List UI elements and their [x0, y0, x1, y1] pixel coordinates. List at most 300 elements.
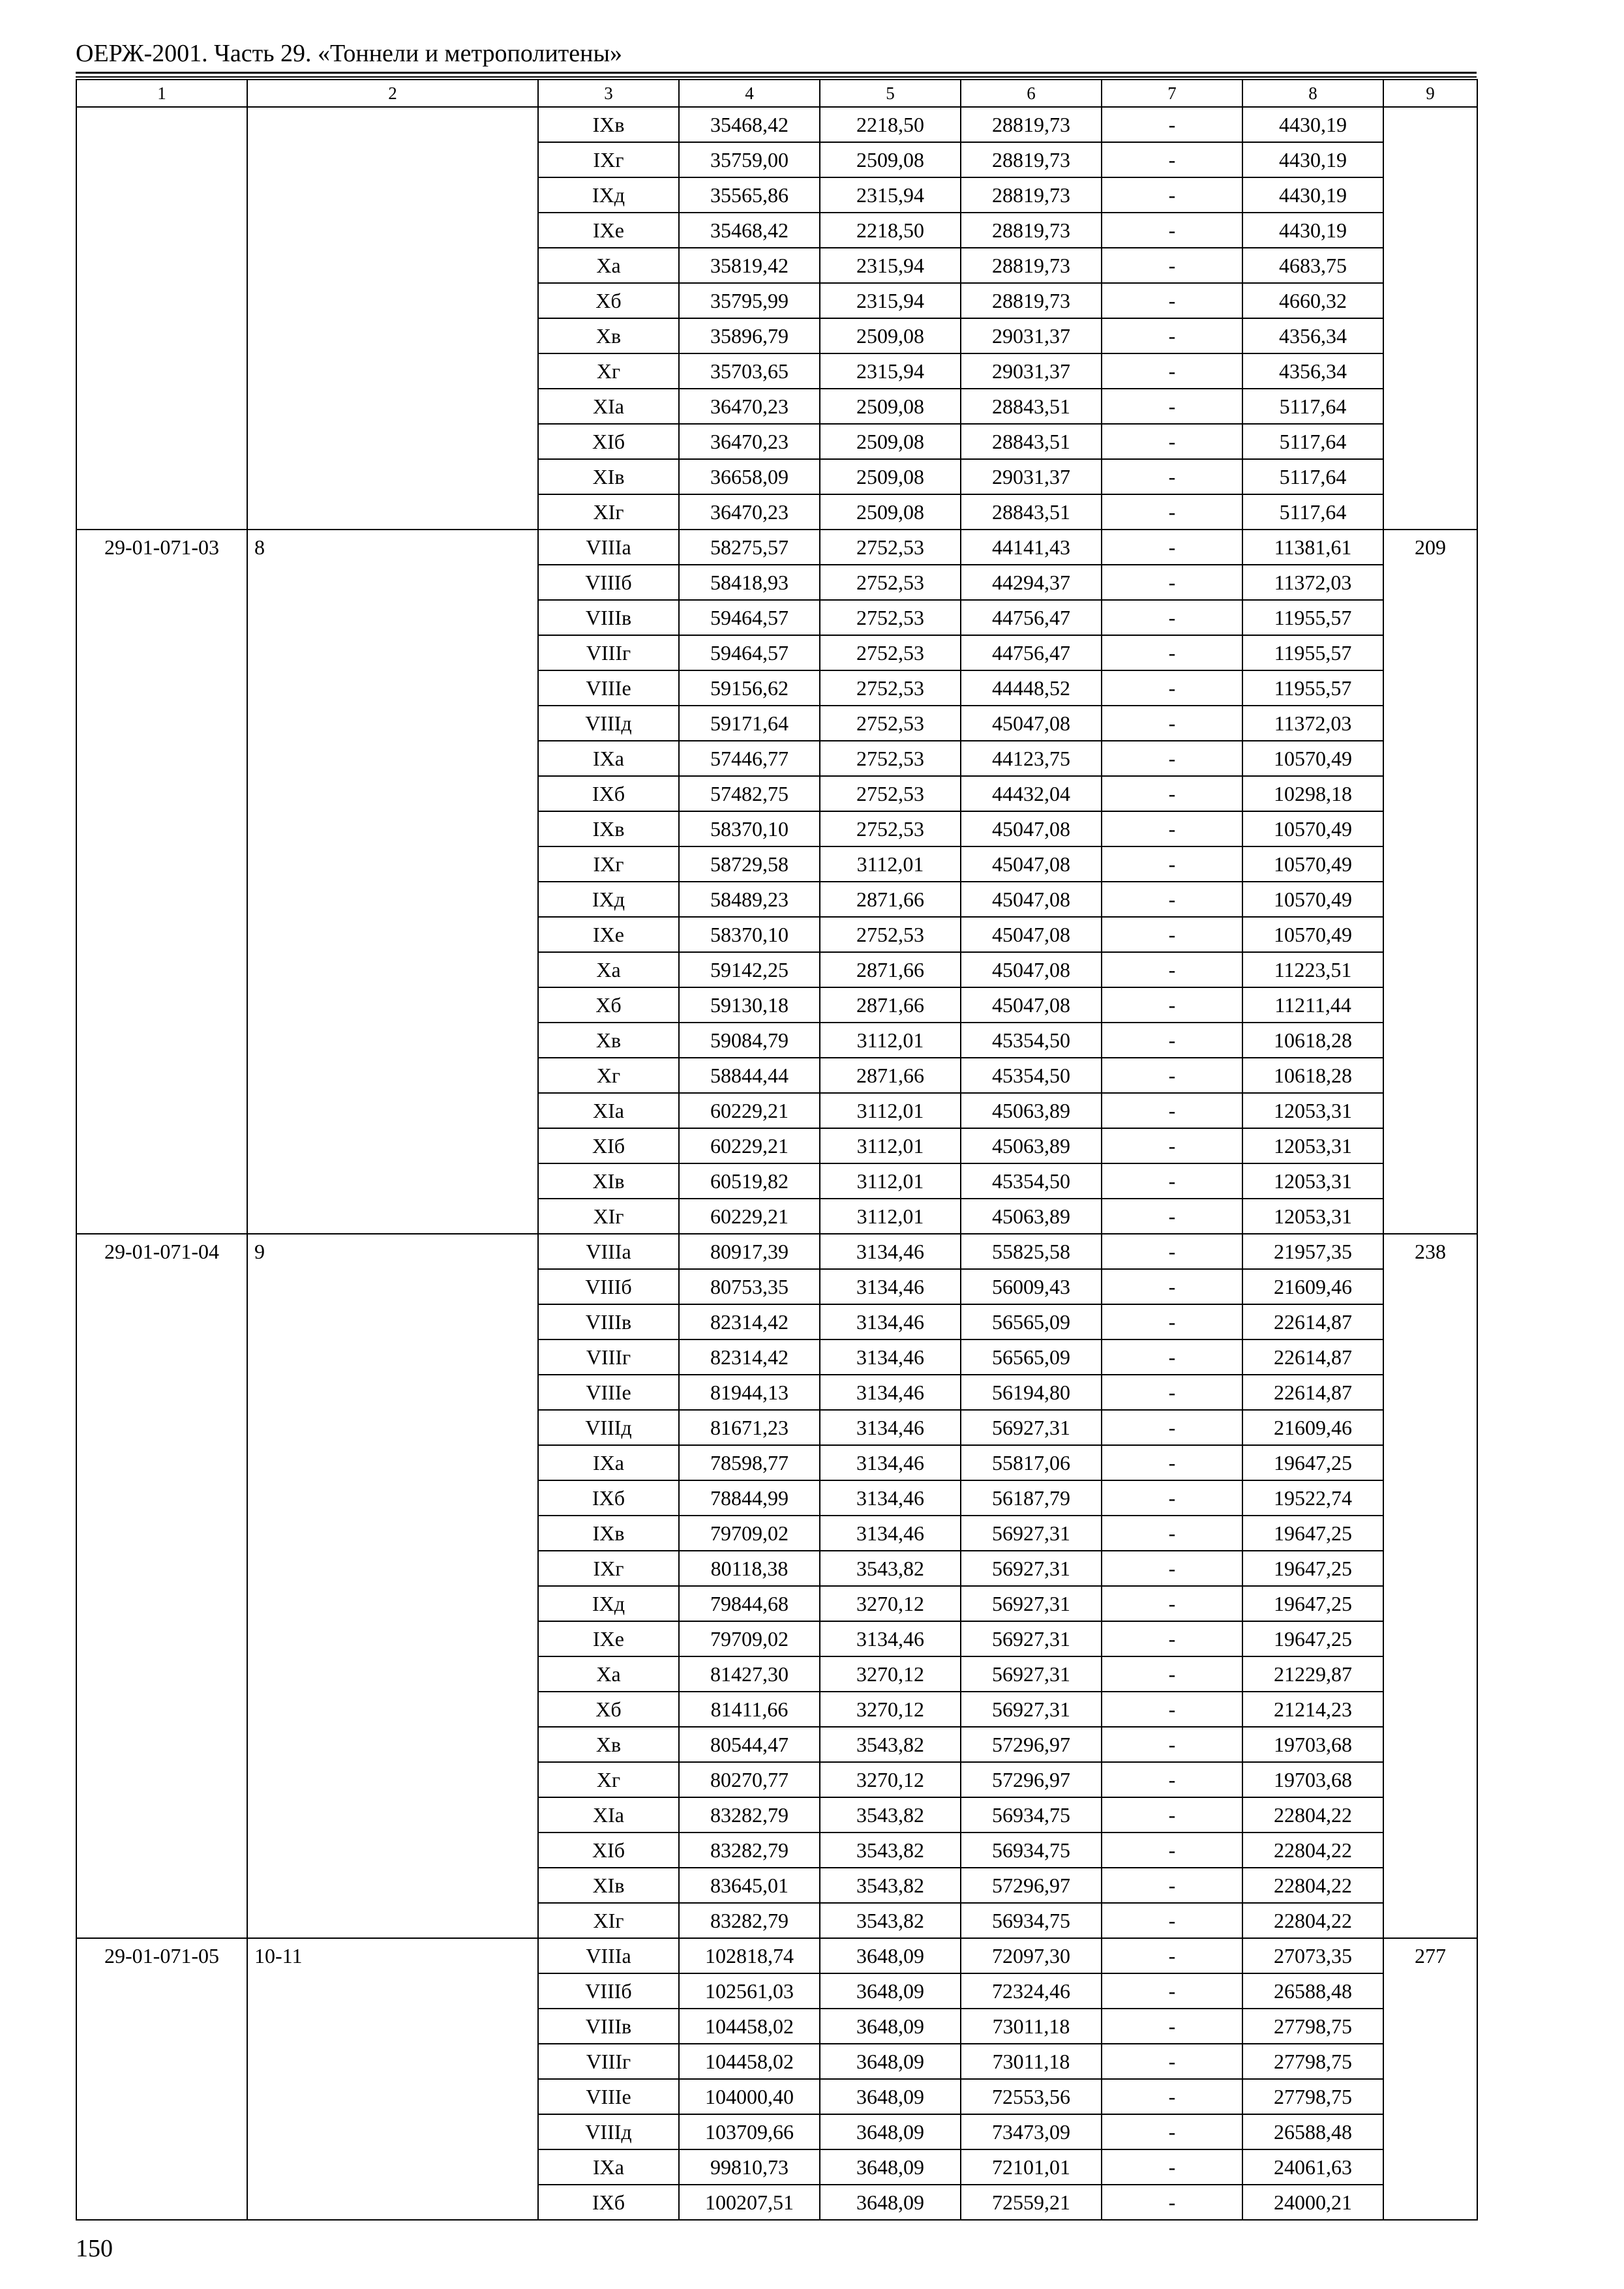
driver-wages-cell: - — [1102, 494, 1242, 530]
driver-wages-cell: - — [1102, 1692, 1242, 1727]
wages-cell: 2752,53 — [820, 670, 961, 706]
total-cost-cell: 36658,09 — [679, 459, 820, 494]
machine-cost-cell: 28819,73 — [961, 248, 1102, 283]
machine-cost-cell: 56565,09 — [961, 1339, 1102, 1375]
rock-category-cell: XIг — [538, 1199, 679, 1234]
driver-wages-cell: - — [1102, 2009, 1242, 2044]
wages-cell: 3112,01 — [820, 1128, 961, 1163]
rock-category-cell: IXд — [538, 882, 679, 917]
machine-cost-cell: 56934,75 — [961, 1903, 1102, 1938]
rock-category-cell: VIIIб — [538, 1269, 679, 1304]
wages-cell: 2509,08 — [820, 318, 961, 353]
materials-cell: 11955,57 — [1242, 670, 1383, 706]
total-cost-cell: 59130,18 — [679, 987, 820, 1023]
machine-cost-cell: 72553,56 — [961, 2079, 1102, 2114]
tunnel-diameter-cell: 10-11 — [247, 1938, 538, 2220]
materials-cell: 22804,22 — [1242, 1903, 1383, 1938]
total-cost-cell: 83282,79 — [679, 1797, 820, 1833]
machine-cost-cell: 55817,06 — [961, 1445, 1102, 1480]
driver-wages-cell: - — [1102, 600, 1242, 635]
materials-cell: 10570,49 — [1242, 882, 1383, 917]
driver-wages-cell: - — [1102, 389, 1242, 424]
wages-cell: 3134,46 — [820, 1445, 961, 1480]
total-cost-cell: 83282,79 — [679, 1903, 820, 1938]
wages-cell: 3112,01 — [820, 1093, 961, 1128]
machine-cost-cell: 56934,75 — [961, 1797, 1102, 1833]
machine-cost-cell: 29031,37 — [961, 459, 1102, 494]
driver-wages-cell: - — [1102, 1445, 1242, 1480]
wages-cell: 2509,08 — [820, 389, 961, 424]
materials-cell: 22614,87 — [1242, 1304, 1383, 1339]
machine-cost-cell: 44756,47 — [961, 635, 1102, 670]
driver-wages-cell: - — [1102, 1516, 1242, 1551]
wages-cell: 3270,12 — [820, 1586, 961, 1621]
materials-cell: 12053,31 — [1242, 1093, 1383, 1128]
total-cost-cell: 58370,10 — [679, 917, 820, 952]
rock-category-cell: XIа — [538, 389, 679, 424]
column-number: 6 — [961, 80, 1102, 107]
total-cost-cell: 80753,35 — [679, 1269, 820, 1304]
total-cost-cell: 100207,51 — [679, 2185, 820, 2220]
wages-cell: 2871,66 — [820, 1058, 961, 1093]
wages-cell: 3543,82 — [820, 1551, 961, 1586]
rock-category-cell: Xв — [538, 318, 679, 353]
wages-cell: 3134,46 — [820, 1234, 961, 1269]
wages-cell: 2509,08 — [820, 459, 961, 494]
total-cost-cell: 60519,82 — [679, 1163, 820, 1199]
column-number: 9 — [1383, 80, 1477, 107]
machine-cost-cell: 44123,75 — [961, 741, 1102, 776]
total-cost-cell: 82314,42 — [679, 1339, 820, 1375]
rock-category-cell: XIб — [538, 1833, 679, 1868]
driver-wages-cell: - — [1102, 1199, 1242, 1234]
rock-category-cell: IXг — [538, 1551, 679, 1586]
total-cost-cell: 58844,44 — [679, 1058, 820, 1093]
driver-wages-cell: - — [1102, 1973, 1242, 2009]
materials-cell: 19647,25 — [1242, 1621, 1383, 1656]
labor-cost-cell: 277 — [1383, 1938, 1477, 2220]
materials-cell: 19647,25 — [1242, 1551, 1383, 1586]
machine-cost-cell: 56927,31 — [961, 1516, 1102, 1551]
driver-wages-cell: - — [1102, 670, 1242, 706]
driver-wages-cell: - — [1102, 1938, 1242, 1973]
driver-wages-cell: - — [1102, 1656, 1242, 1692]
wages-cell: 2218,50 — [820, 107, 961, 142]
machine-cost-cell: 45354,50 — [961, 1023, 1102, 1058]
total-cost-cell: 59171,64 — [679, 706, 820, 741]
machine-cost-cell: 45063,89 — [961, 1199, 1102, 1234]
rock-category-cell: VIIIе — [538, 2079, 679, 2114]
table-row — [76, 107, 1477, 142]
machine-cost-cell: 73473,09 — [961, 2114, 1102, 2149]
rock-category-cell: IXб — [538, 776, 679, 811]
total-cost-cell: 58370,10 — [679, 811, 820, 846]
total-cost-cell: 59142,25 — [679, 952, 820, 987]
machine-cost-cell: 28819,73 — [961, 107, 1102, 142]
machine-cost-cell: 44141,43 — [961, 530, 1102, 565]
materials-cell: 21214,23 — [1242, 1692, 1383, 1727]
rock-category-cell: VIIIа — [538, 530, 679, 565]
rock-category-cell: Xб — [538, 283, 679, 318]
rock-category-cell: IXб — [538, 2185, 679, 2220]
wages-cell: 2315,94 — [820, 248, 961, 283]
rock-category-cell: XIа — [538, 1093, 679, 1128]
wages-cell: 2871,66 — [820, 882, 961, 917]
materials-cell: 4430,19 — [1242, 142, 1383, 177]
materials-cell: 19647,25 — [1242, 1586, 1383, 1621]
rock-category-cell: VIIIг — [538, 1339, 679, 1375]
machine-cost-cell: 56565,09 — [961, 1304, 1102, 1339]
materials-cell: 10570,49 — [1242, 846, 1383, 882]
rock-category-cell: VIIIд — [538, 2114, 679, 2149]
wages-cell: 3134,46 — [820, 1339, 961, 1375]
page-header: ОЕРЖ-2001. Часть 29. «Тоннели и метрополитены» — [76, 40, 623, 67]
total-cost-cell: 81427,30 — [679, 1656, 820, 1692]
materials-cell: 4683,75 — [1242, 248, 1383, 283]
wages-cell: 3543,82 — [820, 1833, 961, 1868]
total-cost-cell: 79844,68 — [679, 1586, 820, 1621]
rock-category-cell: IXа — [538, 741, 679, 776]
driver-wages-cell: - — [1102, 882, 1242, 917]
driver-wages-cell: - — [1102, 706, 1242, 741]
machine-cost-cell: 45047,08 — [961, 811, 1102, 846]
wages-cell: 3648,09 — [820, 1938, 961, 1973]
materials-cell: 19647,25 — [1242, 1445, 1383, 1480]
rock-category-cell: Xб — [538, 1692, 679, 1727]
materials-cell: 10570,49 — [1242, 811, 1383, 846]
machine-cost-cell: 56187,79 — [961, 1480, 1102, 1516]
machine-cost-cell: 56927,31 — [961, 1656, 1102, 1692]
driver-wages-cell: - — [1102, 776, 1242, 811]
machine-cost-cell: 29031,37 — [961, 318, 1102, 353]
rock-category-cell: XIб — [538, 1128, 679, 1163]
tunnel-diameter-cell — [247, 107, 538, 530]
wages-cell: 2315,94 — [820, 283, 961, 318]
materials-cell: 21609,46 — [1242, 1410, 1383, 1445]
driver-wages-cell: - — [1102, 1480, 1242, 1516]
driver-wages-cell: - — [1102, 987, 1242, 1023]
wages-cell: 2315,94 — [820, 177, 961, 213]
header-rule — [76, 72, 1477, 74]
wages-cell: 3134,46 — [820, 1304, 961, 1339]
rock-category-cell: Xв — [538, 1727, 679, 1762]
machine-cost-cell: 28819,73 — [961, 213, 1102, 248]
materials-cell: 27798,75 — [1242, 2044, 1383, 2079]
driver-wages-cell: - — [1102, 459, 1242, 494]
materials-cell: 22804,22 — [1242, 1833, 1383, 1868]
wages-cell: 3648,09 — [820, 2114, 961, 2149]
machine-cost-cell: 45354,50 — [961, 1163, 1102, 1199]
materials-cell: 11211,44 — [1242, 987, 1383, 1023]
rock-category-cell: IXд — [538, 177, 679, 213]
labor-cost-cell: 238 — [1383, 1234, 1477, 1938]
machine-cost-cell: 72097,30 — [961, 1938, 1102, 1973]
column-number: 8 — [1242, 80, 1383, 107]
total-cost-cell: 83282,79 — [679, 1833, 820, 1868]
materials-cell: 21609,46 — [1242, 1269, 1383, 1304]
total-cost-cell: 99810,73 — [679, 2149, 820, 2185]
machine-cost-cell: 57296,97 — [961, 1727, 1102, 1762]
total-cost-cell: 35896,79 — [679, 318, 820, 353]
total-cost-cell: 35819,42 — [679, 248, 820, 283]
machine-cost-cell: 56009,43 — [961, 1269, 1102, 1304]
rock-category-cell: IXг — [538, 846, 679, 882]
wages-cell: 2752,53 — [820, 706, 961, 741]
wages-cell: 3134,46 — [820, 1621, 961, 1656]
total-cost-cell: 57446,77 — [679, 741, 820, 776]
machine-cost-cell: 45063,89 — [961, 1093, 1102, 1128]
machine-cost-cell: 44756,47 — [961, 600, 1102, 635]
driver-wages-cell: - — [1102, 1163, 1242, 1199]
rock-category-cell: XIв — [538, 1868, 679, 1903]
rock-category-cell: VIIIб — [538, 565, 679, 600]
total-cost-cell: 104000,40 — [679, 2079, 820, 2114]
driver-wages-cell: - — [1102, 318, 1242, 353]
rock-category-cell: XIв — [538, 459, 679, 494]
driver-wages-cell: - — [1102, 2114, 1242, 2149]
table-row — [76, 530, 1477, 565]
driver-wages-cell: - — [1102, 1586, 1242, 1621]
total-cost-cell: 78598,77 — [679, 1445, 820, 1480]
total-cost-cell: 35468,42 — [679, 213, 820, 248]
machine-cost-cell: 72101,01 — [961, 2149, 1102, 2185]
wages-cell: 2752,53 — [820, 565, 961, 600]
wages-cell: 3112,01 — [820, 1163, 961, 1199]
machine-cost-cell: 56927,31 — [961, 1692, 1102, 1727]
materials-cell: 10618,28 — [1242, 1023, 1383, 1058]
wages-cell: 3134,46 — [820, 1516, 961, 1551]
wages-cell: 3648,09 — [820, 1973, 961, 2009]
rock-category-cell: VIIIг — [538, 635, 679, 670]
machine-cost-cell: 56927,31 — [961, 1586, 1102, 1621]
driver-wages-cell: - — [1102, 811, 1242, 846]
total-cost-cell: 35759,00 — [679, 142, 820, 177]
materials-cell: 10570,49 — [1242, 917, 1383, 952]
materials-cell: 22614,87 — [1242, 1339, 1383, 1375]
machine-cost-cell: 73011,18 — [961, 2044, 1102, 2079]
total-cost-cell: 58489,23 — [679, 882, 820, 917]
machine-cost-cell: 28819,73 — [961, 177, 1102, 213]
driver-wages-cell: - — [1102, 2079, 1242, 2114]
rock-category-cell: VIIIе — [538, 1375, 679, 1410]
total-cost-cell: 60229,21 — [679, 1128, 820, 1163]
total-cost-cell: 35795,99 — [679, 283, 820, 318]
column-number-row — [76, 80, 1477, 107]
norms-table — [76, 79, 1478, 2221]
materials-cell: 22804,22 — [1242, 1868, 1383, 1903]
total-cost-cell: 83645,01 — [679, 1868, 820, 1903]
driver-wages-cell: - — [1102, 635, 1242, 670]
driver-wages-cell: - — [1102, 1621, 1242, 1656]
machine-cost-cell: 45354,50 — [961, 1058, 1102, 1093]
materials-cell: 5117,64 — [1242, 494, 1383, 530]
total-cost-cell: 102818,74 — [679, 1938, 820, 1973]
materials-cell: 12053,31 — [1242, 1199, 1383, 1234]
rock-category-cell: XIг — [538, 1903, 679, 1938]
rock-category-cell: VIIIв — [538, 1304, 679, 1339]
machine-cost-cell: 45047,08 — [961, 846, 1102, 882]
materials-cell: 24061,63 — [1242, 2149, 1383, 2185]
column-number: 5 — [820, 80, 961, 107]
materials-cell: 24000,21 — [1242, 2185, 1383, 2220]
column-number: 3 — [538, 80, 679, 107]
rock-category-cell: Xб — [538, 987, 679, 1023]
rock-category-cell: Xа — [538, 1656, 679, 1692]
machine-cost-cell: 45047,08 — [961, 917, 1102, 952]
materials-cell: 19703,68 — [1242, 1727, 1383, 1762]
norm-code-cell: 29-01-071-03 — [76, 530, 247, 1234]
materials-cell: 11372,03 — [1242, 565, 1383, 600]
total-cost-cell: 57482,75 — [679, 776, 820, 811]
total-cost-cell: 79709,02 — [679, 1621, 820, 1656]
total-cost-cell: 81411,66 — [679, 1692, 820, 1727]
total-cost-cell: 59084,79 — [679, 1023, 820, 1058]
rock-category-cell: IXа — [538, 1445, 679, 1480]
driver-wages-cell: - — [1102, 952, 1242, 987]
column-number: 4 — [679, 80, 820, 107]
machine-cost-cell: 56927,31 — [961, 1551, 1102, 1586]
total-cost-cell: 80544,47 — [679, 1727, 820, 1762]
rock-category-cell: XIа — [538, 1797, 679, 1833]
rock-category-cell: Xг — [538, 353, 679, 389]
materials-cell: 11223,51 — [1242, 952, 1383, 987]
total-cost-cell: 80118,38 — [679, 1551, 820, 1586]
total-cost-cell: 58418,93 — [679, 565, 820, 600]
wages-cell: 3648,09 — [820, 2009, 961, 2044]
materials-cell: 10570,49 — [1242, 741, 1383, 776]
machine-cost-cell: 45047,08 — [961, 987, 1102, 1023]
rock-category-cell: VIIIб — [538, 1973, 679, 2009]
driver-wages-cell: - — [1102, 917, 1242, 952]
wages-cell: 3112,01 — [820, 1199, 961, 1234]
total-cost-cell: 35565,86 — [679, 177, 820, 213]
driver-wages-cell: - — [1102, 741, 1242, 776]
materials-cell: 4356,34 — [1242, 353, 1383, 389]
wages-cell: 3270,12 — [820, 1656, 961, 1692]
materials-cell: 4430,19 — [1242, 177, 1383, 213]
materials-cell: 10618,28 — [1242, 1058, 1383, 1093]
column-number: 1 — [76, 80, 247, 107]
machine-cost-cell: 72559,21 — [961, 2185, 1102, 2220]
total-cost-cell: 104458,02 — [679, 2044, 820, 2079]
driver-wages-cell: - — [1102, 353, 1242, 389]
rock-category-cell: IXв — [538, 811, 679, 846]
machine-cost-cell: 73011,18 — [961, 2009, 1102, 2044]
machine-cost-cell: 57296,97 — [961, 1868, 1102, 1903]
wages-cell: 3134,46 — [820, 1410, 961, 1445]
wages-cell: 3648,09 — [820, 2044, 961, 2079]
driver-wages-cell: - — [1102, 1339, 1242, 1375]
wages-cell: 3134,46 — [820, 1480, 961, 1516]
column-number: 7 — [1102, 80, 1242, 107]
materials-cell: 26588,48 — [1242, 2114, 1383, 2149]
materials-cell: 27798,75 — [1242, 2079, 1383, 2114]
machine-cost-cell: 45047,08 — [961, 952, 1102, 987]
driver-wages-cell: - — [1102, 1234, 1242, 1269]
total-cost-cell: 36470,23 — [679, 494, 820, 530]
total-cost-cell: 103709,66 — [679, 2114, 820, 2149]
materials-cell: 5117,64 — [1242, 389, 1383, 424]
total-cost-cell: 80917,39 — [679, 1234, 820, 1269]
total-cost-cell: 35703,65 — [679, 353, 820, 389]
driver-wages-cell: - — [1102, 1551, 1242, 1586]
norm-code-cell: 29-01-071-05 — [76, 1938, 247, 2220]
machine-cost-cell: 56927,31 — [961, 1621, 1102, 1656]
machine-cost-cell: 56934,75 — [961, 1833, 1102, 1868]
materials-cell: 22614,87 — [1242, 1375, 1383, 1410]
wages-cell: 2509,08 — [820, 424, 961, 459]
machine-cost-cell: 56927,31 — [961, 1410, 1102, 1445]
machine-cost-cell: 72324,46 — [961, 1973, 1102, 2009]
rock-category-cell: IXа — [538, 2149, 679, 2185]
norm-code-cell: 29-01-071-04 — [76, 1234, 247, 1938]
tunnel-diameter-cell: 8 — [247, 530, 538, 1234]
driver-wages-cell: - — [1102, 1304, 1242, 1339]
materials-cell: 4356,34 — [1242, 318, 1383, 353]
rock-category-cell: VIIIа — [538, 1234, 679, 1269]
rock-category-cell: Xа — [538, 952, 679, 987]
driver-wages-cell: - — [1102, 1058, 1242, 1093]
column-number: 2 — [247, 80, 538, 107]
driver-wages-cell: - — [1102, 1410, 1242, 1445]
wages-cell: 2752,53 — [820, 776, 961, 811]
driver-wages-cell: - — [1102, 530, 1242, 565]
materials-cell: 21229,87 — [1242, 1656, 1383, 1692]
total-cost-cell: 79709,02 — [679, 1516, 820, 1551]
total-cost-cell: 81944,13 — [679, 1375, 820, 1410]
driver-wages-cell: - — [1102, 107, 1242, 142]
materials-cell: 11955,57 — [1242, 635, 1383, 670]
rock-category-cell: XIв — [538, 1163, 679, 1199]
rock-category-cell: VIIIа — [538, 1938, 679, 1973]
machine-cost-cell: 28843,51 — [961, 424, 1102, 459]
driver-wages-cell: - — [1102, 1868, 1242, 1903]
wages-cell: 3648,09 — [820, 2149, 961, 2185]
driver-wages-cell: - — [1102, 248, 1242, 283]
materials-cell: 4430,19 — [1242, 213, 1383, 248]
total-cost-cell: 35468,42 — [679, 107, 820, 142]
total-cost-cell: 82314,42 — [679, 1304, 820, 1339]
driver-wages-cell: - — [1102, 1903, 1242, 1938]
wages-cell: 3543,82 — [820, 1727, 961, 1762]
materials-cell: 12053,31 — [1242, 1163, 1383, 1199]
wages-cell: 3112,01 — [820, 1023, 961, 1058]
total-cost-cell: 104458,02 — [679, 2009, 820, 2044]
wages-cell: 3134,46 — [820, 1269, 961, 1304]
rock-category-cell: IXе — [538, 1621, 679, 1656]
rock-category-cell: IXг — [538, 142, 679, 177]
total-cost-cell: 60229,21 — [679, 1199, 820, 1234]
machine-cost-cell: 28819,73 — [961, 142, 1102, 177]
driver-wages-cell: - — [1102, 283, 1242, 318]
driver-wages-cell: - — [1102, 1269, 1242, 1304]
page-number: 150 — [76, 2235, 113, 2262]
rock-category-cell: XIб — [538, 424, 679, 459]
table-row — [76, 1234, 1477, 1269]
driver-wages-cell: - — [1102, 142, 1242, 177]
materials-cell: 19647,25 — [1242, 1516, 1383, 1551]
wages-cell: 3134,46 — [820, 1375, 961, 1410]
materials-cell: 4660,32 — [1242, 283, 1383, 318]
machine-cost-cell: 29031,37 — [961, 353, 1102, 389]
driver-wages-cell: - — [1102, 1375, 1242, 1410]
machine-cost-cell: 44432,04 — [961, 776, 1102, 811]
rock-category-cell: IXе — [538, 213, 679, 248]
driver-wages-cell: - — [1102, 1833, 1242, 1868]
total-cost-cell: 78844,99 — [679, 1480, 820, 1516]
driver-wages-cell: - — [1102, 1128, 1242, 1163]
driver-wages-cell: - — [1102, 2185, 1242, 2220]
